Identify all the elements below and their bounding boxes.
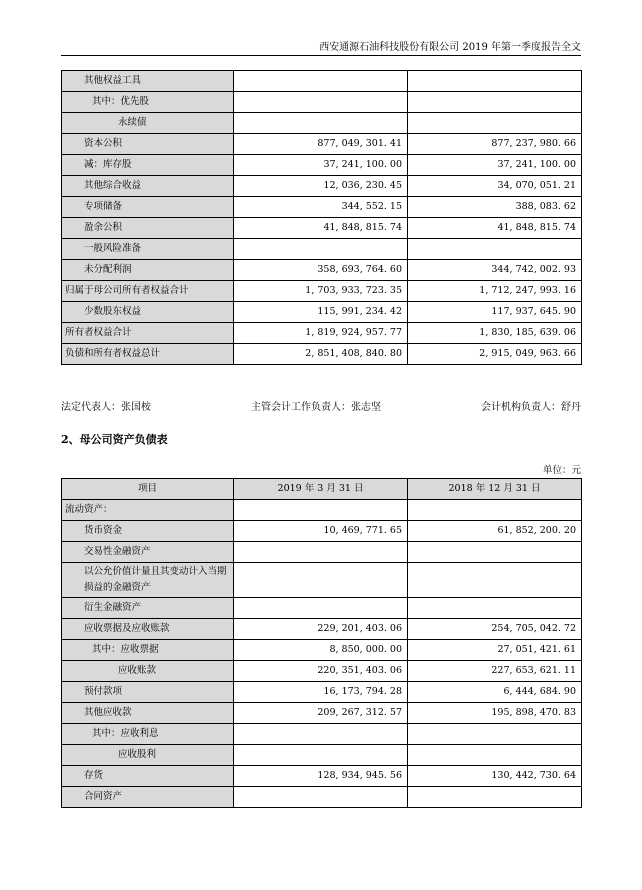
value-current: 209, 267, 312. 57 <box>234 703 408 724</box>
unit-label: 单位：元 <box>542 465 581 476</box>
value-prior: 2, 915, 049, 963. 66 <box>408 344 582 365</box>
value-current <box>234 113 408 134</box>
header-2018-end: 2018 年 12 月 31 日 <box>408 479 582 500</box>
value-prior: 34, 070, 051. 21 <box>408 176 582 197</box>
row-label: 交易性金融资产 <box>62 542 234 563</box>
value-prior: 37, 241, 100. 00 <box>408 155 582 176</box>
table-row <box>62 344 582 365</box>
value-prior <box>408 563 582 598</box>
value-prior <box>408 542 582 563</box>
table-row <box>62 302 582 323</box>
table-row <box>62 197 582 218</box>
table-row <box>62 787 582 808</box>
value-prior: 61, 852, 200. 20 <box>408 521 582 542</box>
table-row <box>62 766 582 787</box>
table-row <box>62 640 582 661</box>
value-current <box>234 745 408 766</box>
row-label: 少数股东权益 <box>62 302 234 323</box>
row-label: 其他应收款 <box>62 703 234 724</box>
value-current: 12, 036, 230. 45 <box>234 176 408 197</box>
row-label: 应收票据及应收账款 <box>62 619 234 640</box>
value-current <box>234 598 408 619</box>
row-label: 衍生金融资产 <box>62 598 234 619</box>
row-label: 以公允价值计量且其变动计入当期损益的金融资产 <box>62 563 234 598</box>
value-prior <box>408 113 582 134</box>
value-prior <box>408 500 582 521</box>
row-label: 负债和所有者权益总计 <box>62 344 234 365</box>
table-row <box>62 661 582 682</box>
value-prior: 6, 444, 684. 90 <box>408 682 582 703</box>
value-current: 37, 241, 100. 00 <box>234 155 408 176</box>
row-label: 其他综合收益 <box>62 176 234 197</box>
value-current <box>234 724 408 745</box>
table-row <box>62 134 582 155</box>
value-prior: 1, 712, 247, 993. 16 <box>408 281 582 302</box>
table-row <box>62 323 582 344</box>
value-prior <box>408 787 582 808</box>
value-prior: 1, 830, 185, 639. 06 <box>408 323 582 344</box>
row-label: 存货 <box>62 766 234 787</box>
row-label: 减：库存股 <box>62 155 234 176</box>
value-current <box>234 542 408 563</box>
value-prior: 117, 937, 645. 90 <box>408 302 582 323</box>
section-title: 2、母公司资产负债表 <box>61 433 168 446</box>
value-prior: 388, 083. 62 <box>408 197 582 218</box>
value-current: 344, 552. 15 <box>234 197 408 218</box>
value-current: 220, 351, 403. 06 <box>234 661 408 682</box>
value-prior <box>408 71 582 92</box>
value-prior: 877, 237, 980. 66 <box>408 134 582 155</box>
value-current: 128, 934, 945. 56 <box>234 766 408 787</box>
row-label: 永续债 <box>62 113 234 134</box>
value-prior: 344, 742, 002. 93 <box>408 260 582 281</box>
row-label: 流动资产： <box>62 500 234 521</box>
header-rule <box>61 55 581 56</box>
table-row <box>62 703 582 724</box>
row-label: 应收股利 <box>62 745 234 766</box>
table-row <box>62 260 582 281</box>
value-current <box>234 71 408 92</box>
value-prior: 27, 051, 421. 61 <box>408 640 582 661</box>
table-row <box>62 619 582 640</box>
row-label: 货币资金 <box>62 521 234 542</box>
value-prior: 227, 653, 621. 11 <box>408 661 582 682</box>
table-row <box>62 500 582 521</box>
table-row <box>62 218 582 239</box>
value-current <box>234 92 408 113</box>
table-row <box>62 521 582 542</box>
table-row <box>62 563 582 598</box>
header-2019-q1: 2019 年 3 月 31 日 <box>234 479 408 500</box>
value-prior <box>408 598 582 619</box>
row-label: 资本公积 <box>62 134 234 155</box>
value-prior <box>408 745 582 766</box>
value-current <box>234 239 408 260</box>
row-label: 未分配利润 <box>62 260 234 281</box>
accounting-org-head: 会计机构负责人：舒丹 <box>481 402 581 413</box>
value-current: 8, 850, 000. 00 <box>234 640 408 661</box>
value-prior: 195, 898, 470. 83 <box>408 703 582 724</box>
value-current: 115, 991, 234. 42 <box>234 302 408 323</box>
row-label: 其中：应收利息 <box>62 724 234 745</box>
table-row <box>62 113 582 134</box>
row-label: 所有者权益合计 <box>62 323 234 344</box>
value-current: 358, 693, 764. 60 <box>234 260 408 281</box>
value-current: 229, 201, 403. 06 <box>234 619 408 640</box>
row-label: 其中：应收票据 <box>62 640 234 661</box>
table-row <box>62 542 582 563</box>
table-row <box>62 71 582 92</box>
table-row <box>62 598 582 619</box>
value-prior <box>408 239 582 260</box>
row-label: 一般风险准备 <box>62 239 234 260</box>
row-label: 归属于母公司所有者权益合计 <box>62 281 234 302</box>
table-row <box>62 239 582 260</box>
value-current: 877, 049, 301. 41 <box>234 134 408 155</box>
value-prior <box>408 724 582 745</box>
value-current: 1, 819, 924, 957. 77 <box>234 323 408 344</box>
table-header-row <box>62 479 582 500</box>
row-label: 合同资产 <box>62 787 234 808</box>
table-row <box>62 281 582 302</box>
value-prior <box>408 92 582 113</box>
row-label: 专项储备 <box>62 197 234 218</box>
table-row <box>62 176 582 197</box>
header-item: 项目 <box>62 479 234 500</box>
value-current: 10, 469, 771. 65 <box>234 521 408 542</box>
table-row <box>62 724 582 745</box>
value-prior: 41, 848, 815. 74 <box>408 218 582 239</box>
value-current: 1, 703, 933, 723. 35 <box>234 281 408 302</box>
row-label: 应收账款 <box>62 661 234 682</box>
table-row <box>62 682 582 703</box>
row-label: 其他权益工具 <box>62 71 234 92</box>
table-row <box>62 745 582 766</box>
value-current <box>234 787 408 808</box>
accounting-head: 主管会计工作负责人：张志坚 <box>251 402 381 413</box>
value-prior: 130, 442, 730. 64 <box>408 766 582 787</box>
legal-representative: 法定代表人：张国桉 <box>61 402 151 413</box>
value-prior: 254, 705, 042. 72 <box>408 619 582 640</box>
row-label: 预付款项 <box>62 682 234 703</box>
row-label: 盈余公积 <box>62 218 234 239</box>
value-current: 2, 851, 408, 840. 80 <box>234 344 408 365</box>
row-label: 其中：优先股 <box>62 92 234 113</box>
parent-balance-sheet-table <box>61 478 582 808</box>
value-current <box>234 500 408 521</box>
value-current <box>234 563 408 598</box>
value-current: 16, 173, 794. 28 <box>234 682 408 703</box>
report-header: 西安通源石油科技股份有限公司 2019 年第一季度报告全文 <box>319 42 581 53</box>
equity-table <box>61 70 582 365</box>
table-row <box>62 155 582 176</box>
value-current: 41, 848, 815. 74 <box>234 218 408 239</box>
table-row <box>62 92 582 113</box>
